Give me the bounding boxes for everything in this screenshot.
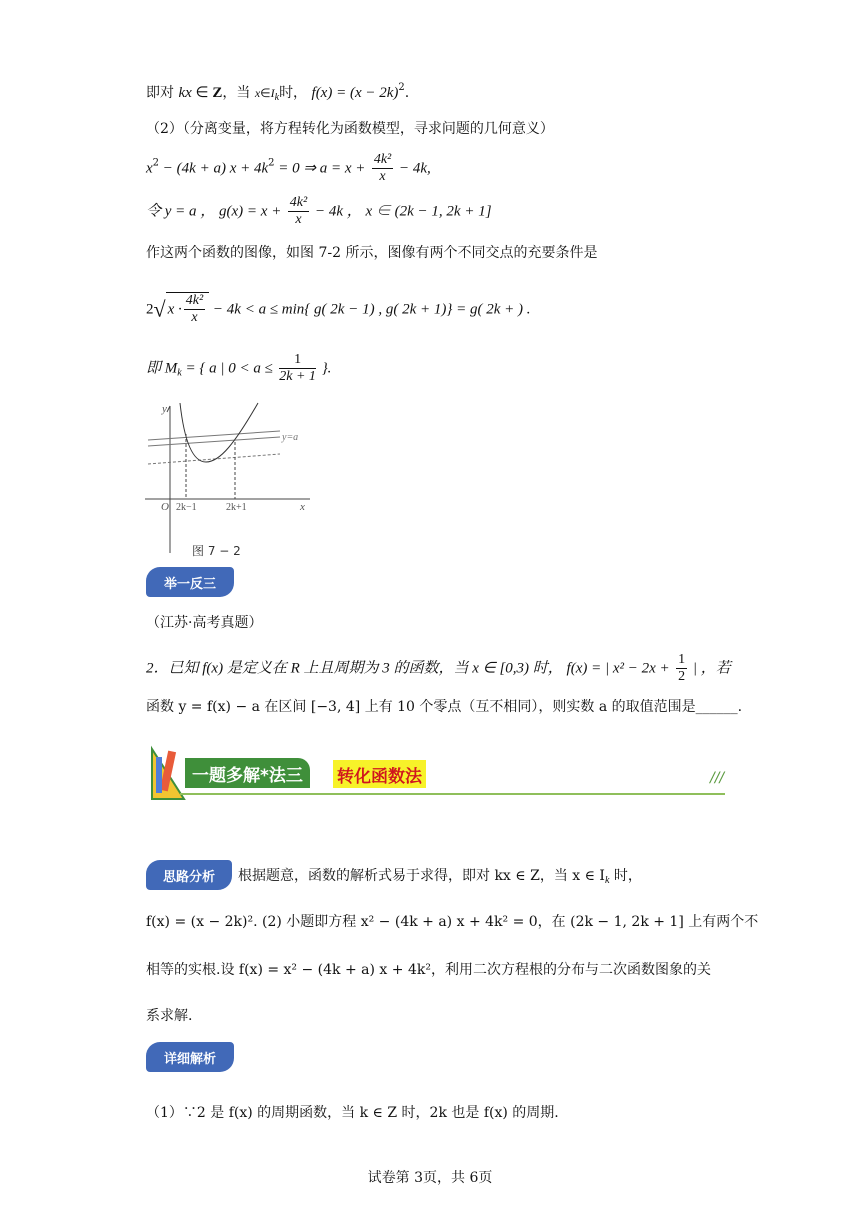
math: − 4k, (395, 160, 431, 177)
section-pill-solution: 详细解析 (146, 1042, 234, 1072)
section-pill-analysis: 思路分析 (146, 860, 232, 890)
math: − (4k + a) x + 4k (159, 160, 269, 177)
banner-underline (180, 793, 725, 795)
denominator: x (379, 169, 386, 184)
math: − 4k ， (311, 203, 362, 220)
math: 2 (398, 82, 405, 93)
math: f(x) = | x² − 2x + (562, 660, 670, 677)
origin-label: O (161, 501, 169, 513)
text: 时， (279, 85, 308, 101)
text: . (404, 85, 410, 101)
math: ∈ (260, 86, 271, 100)
math: x (254, 86, 261, 100)
denominator: 2k + 1 (279, 369, 316, 384)
math: 2．已知 f(x) 是定义在 R 上且周期为 3 的函数，当 x ∈ [0,3) 时， (146, 660, 563, 677)
tick-2k-1: 2k−1 (176, 502, 197, 513)
curve-g (180, 403, 258, 462)
math: Z (212, 85, 223, 101)
analysis-line-3: 相等的实根.设 f(x) = x² − (4k + a) x + 4k²，利用二次方程根的分布与二次函数图象的关 (146, 962, 711, 978)
text-line-6: 2√ x · $\frac{\text{4k²}}{x}$ − 4k < a ≤ min{ g( 2k − 1) , g( 2k + 1)} = g( 2k + ) . (146, 293, 531, 325)
text-line-4 (146, 195, 492, 228)
math: x · (167, 301, 182, 318)
math: 2 (146, 301, 154, 318)
numerator: 4k² (185, 293, 204, 308)
text: 即对 (146, 85, 174, 101)
denominator: x (295, 212, 302, 227)
solution-line-1: （1）∵2 是 f(x) 的周期函数，当 k ∈ Z 时，2k 也是 f(x) 的周期. (146, 1105, 559, 1121)
banner-slashes: /// (710, 770, 725, 786)
denominator: 2 (678, 669, 686, 684)
text-line-2: （2）（分离变量，将方程转化为函数模型，寻求问题的几何意义） (146, 121, 554, 137)
math: I (270, 86, 275, 100)
fraction (676, 652, 687, 685)
analysis-line-4: 系求解. (146, 1008, 193, 1024)
numerator: 1 (279, 352, 316, 369)
text: ，当 (222, 85, 251, 101)
fraction (184, 293, 205, 326)
analysis-line-2: f(x) = (x − 2k)². (2) 小题即方程 x² − (4k + a) x + 4k² = 0，在 (2k − 1, 2k + 1] 上有两个不 (146, 914, 759, 930)
numerator: 4k² (289, 195, 308, 210)
math: x (146, 160, 153, 177)
math: }. (317, 360, 332, 377)
math: ∈ (191, 85, 213, 101)
math: k (604, 875, 610, 886)
math: k (177, 367, 182, 379)
question-2-line-1 (146, 652, 731, 685)
line-lower-dashed (148, 454, 280, 464)
numerator: 4k² (373, 152, 392, 167)
figure-caption: 图 7 − 2 (192, 544, 241, 558)
figure-7-2 (140, 398, 320, 563)
text: 时， (609, 868, 642, 884)
analysis-line-1 (238, 866, 642, 891)
page-footer: 试卷第 3页，共 6页 (367, 1170, 493, 1186)
math: (x) = (x − 2k) (315, 85, 399, 101)
text-line-3: $x^2 - (4k + a) x + 4k^2 = 0$ ⇒ a = x + $\frac{\text{4k²}}{x}$ − 4k, (146, 152, 431, 184)
text-line-1 (146, 78, 409, 108)
banner-title: 一题多解*法三 (185, 758, 310, 788)
numerator: 1 (678, 652, 686, 667)
math: | ，若 (689, 660, 731, 677)
text: 根据题意，函数的解析式易于求得，即对 kx ∈ Z，当 x ∈ I (238, 868, 605, 884)
denominator: x (191, 310, 198, 325)
y-label: y (162, 403, 167, 415)
fraction (372, 152, 393, 185)
math: = { a | 0 < a ≤ (181, 360, 273, 377)
math: − 4k < a ≤ min{ g( 2k − 1) , g( 2k + 1)} = g( 2k + ) . (209, 301, 531, 318)
math: = 0 ⇒ a = x + (274, 160, 366, 177)
math: k (274, 92, 280, 103)
text-line-5: 作这两个函数的图像，如图 7-2 所示，图像有两个不同交点的充要条件是 (146, 245, 598, 261)
banner-subtitle: 转化函数法 (333, 760, 426, 788)
x-label: x (300, 501, 305, 513)
math: 令 y = a ， (146, 203, 216, 220)
question-2-line-2: 函数 y = f(x) − a 在区间 [−3, 4] 上有 10 个零点（互不相同），则实数 a 的取值范围是______. (146, 699, 743, 715)
fraction (279, 352, 316, 385)
tick-2k+1: 2k+1 (226, 502, 247, 513)
math: kx (178, 85, 192, 101)
section-pill-practice: 举一反三 (146, 567, 234, 597)
source-note: （江苏·高考真题） (146, 615, 263, 631)
math: x ∈ (2k − 1, 2k + 1] (361, 203, 492, 220)
math: f (311, 85, 316, 101)
fraction (288, 195, 309, 228)
text-line-7 (146, 352, 331, 385)
math: g(x) = x + (215, 203, 282, 220)
math: 即 M (146, 360, 178, 377)
label-y-eq-a: y=a (282, 432, 299, 443)
